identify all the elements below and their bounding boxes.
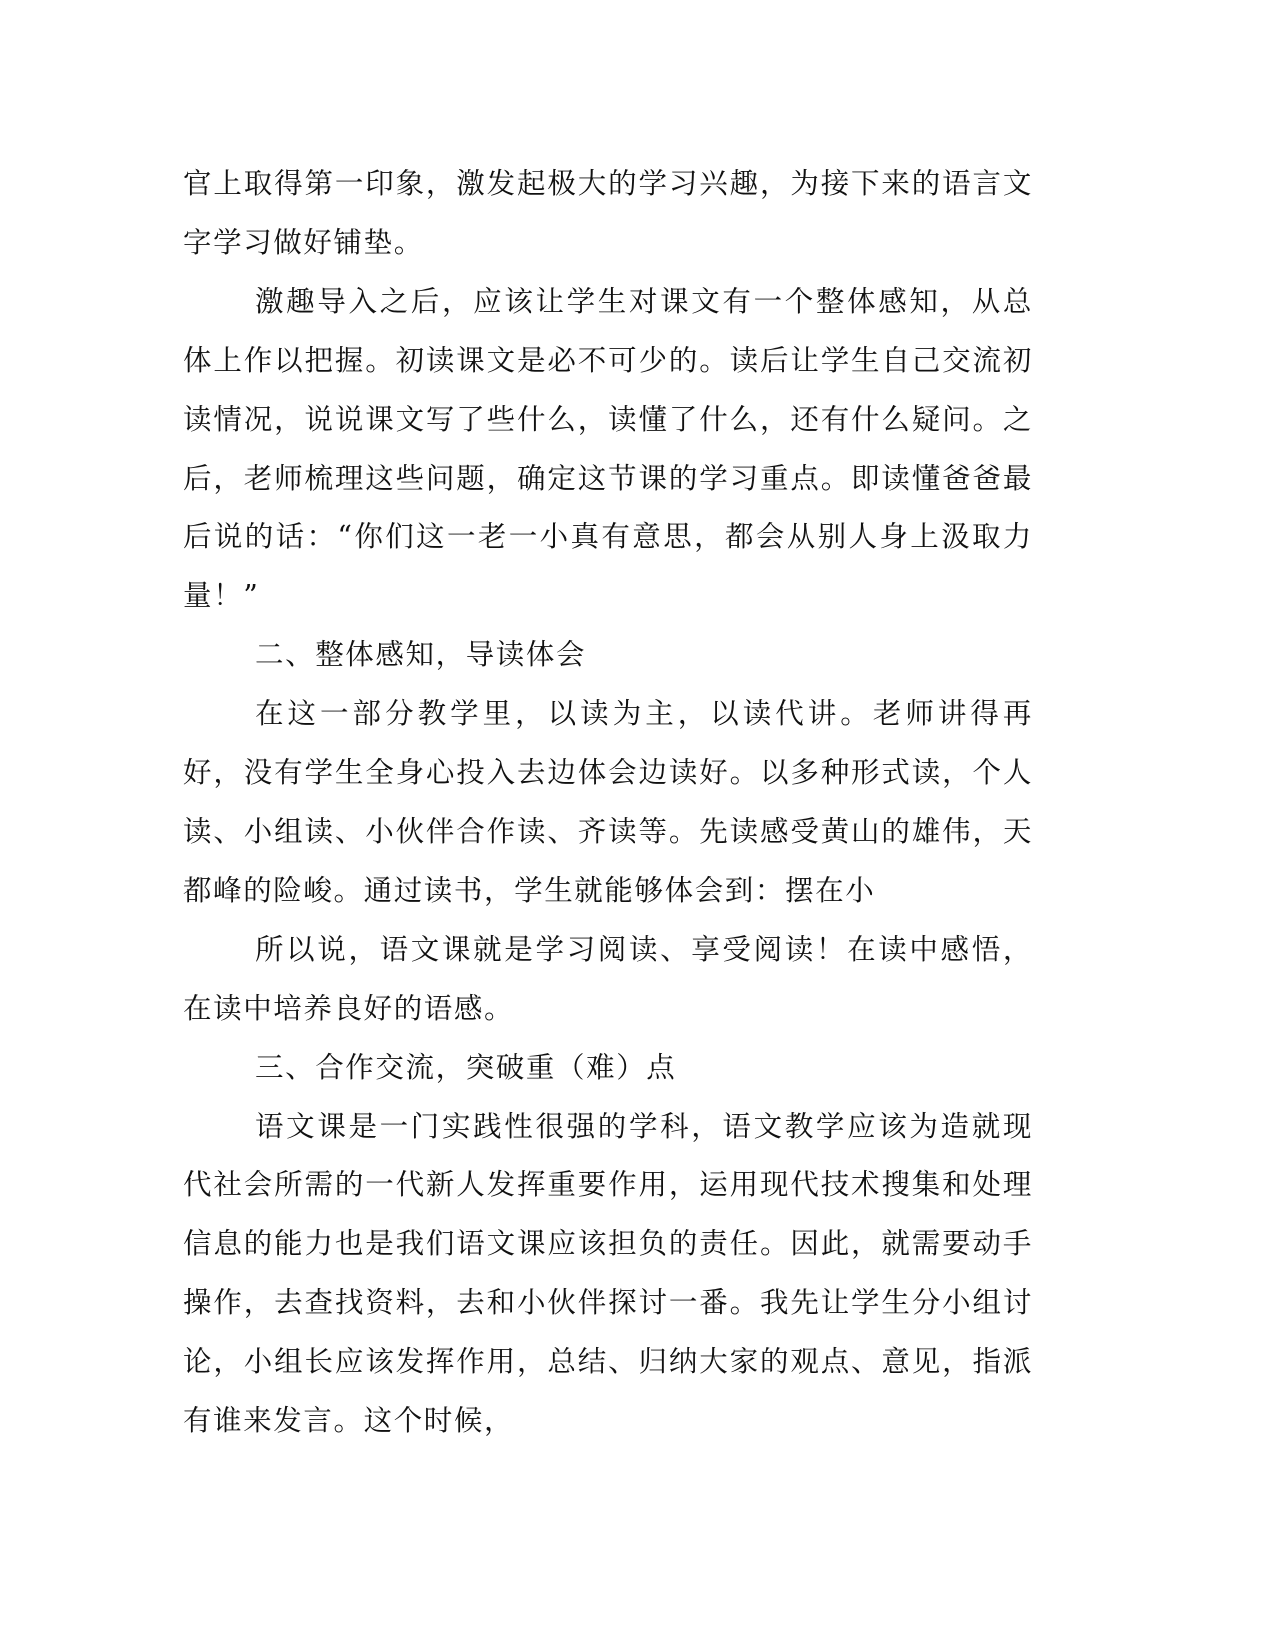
- paragraph-reading-enjoyment: 所以说，语文课就是学习阅读、享受阅读！在读中感悟，在读中培养良好的语感。: [183, 932, 1033, 1025]
- paragraph-reading-focus: 在这一部分教学里，以读为主，以读代讲。老师讲得再好，没有学生全身心投入去边体会边读好。以多种形式读，个人读、小组读、小伙伴合作读、齐读等。先读感受黄山的雄伟，天都峰的险峻。通过读书，学生就能够体会到：摆在小: [183, 697, 1033, 907]
- section-heading-3: 三、合作交流，突破重（难）点: [255, 1050, 677, 1084]
- paragraph-continuation: 官上取得第一印象，激发起极大的学习兴趣，为接下来的语言文字学习做好铺垫。: [183, 167, 1033, 259]
- paragraph-overall-perception: 激趣导入之后，应该让学生对课文有一个整体感知，从总体上作以把握。初读课文是必不可少的。读后让学生自己交流初读情况，说说课文写了些什么，读懂了什么，还有什么疑问。之后，老师梳理这些问题，确定这节课的学习重点。即读懂爸爸最后说的话：“你们这一老一小真有意思，都会从别人身上汲取力量！”: [183, 284, 1033, 613]
- section-heading-2: 二、整体感知，导读体会: [255, 638, 587, 672]
- document-body: [183, 155, 1033, 1451]
- paragraph-cooperation: 语文课是一门实践性很强的学科，语文教学应该为造就现代社会所需的一代新人发挥重要作用，运用现代技术搜集和处理信息的能力也是我们语文课应该担负的责任。因此，就需要动手操作，去查找资料，去和小伙伴探讨一番。我先让学生分小组讨论，小组长应该发挥作用，总结、归纳大家的观点、意见，指派有谁来发言。这个时候，: [183, 1109, 1033, 1438]
